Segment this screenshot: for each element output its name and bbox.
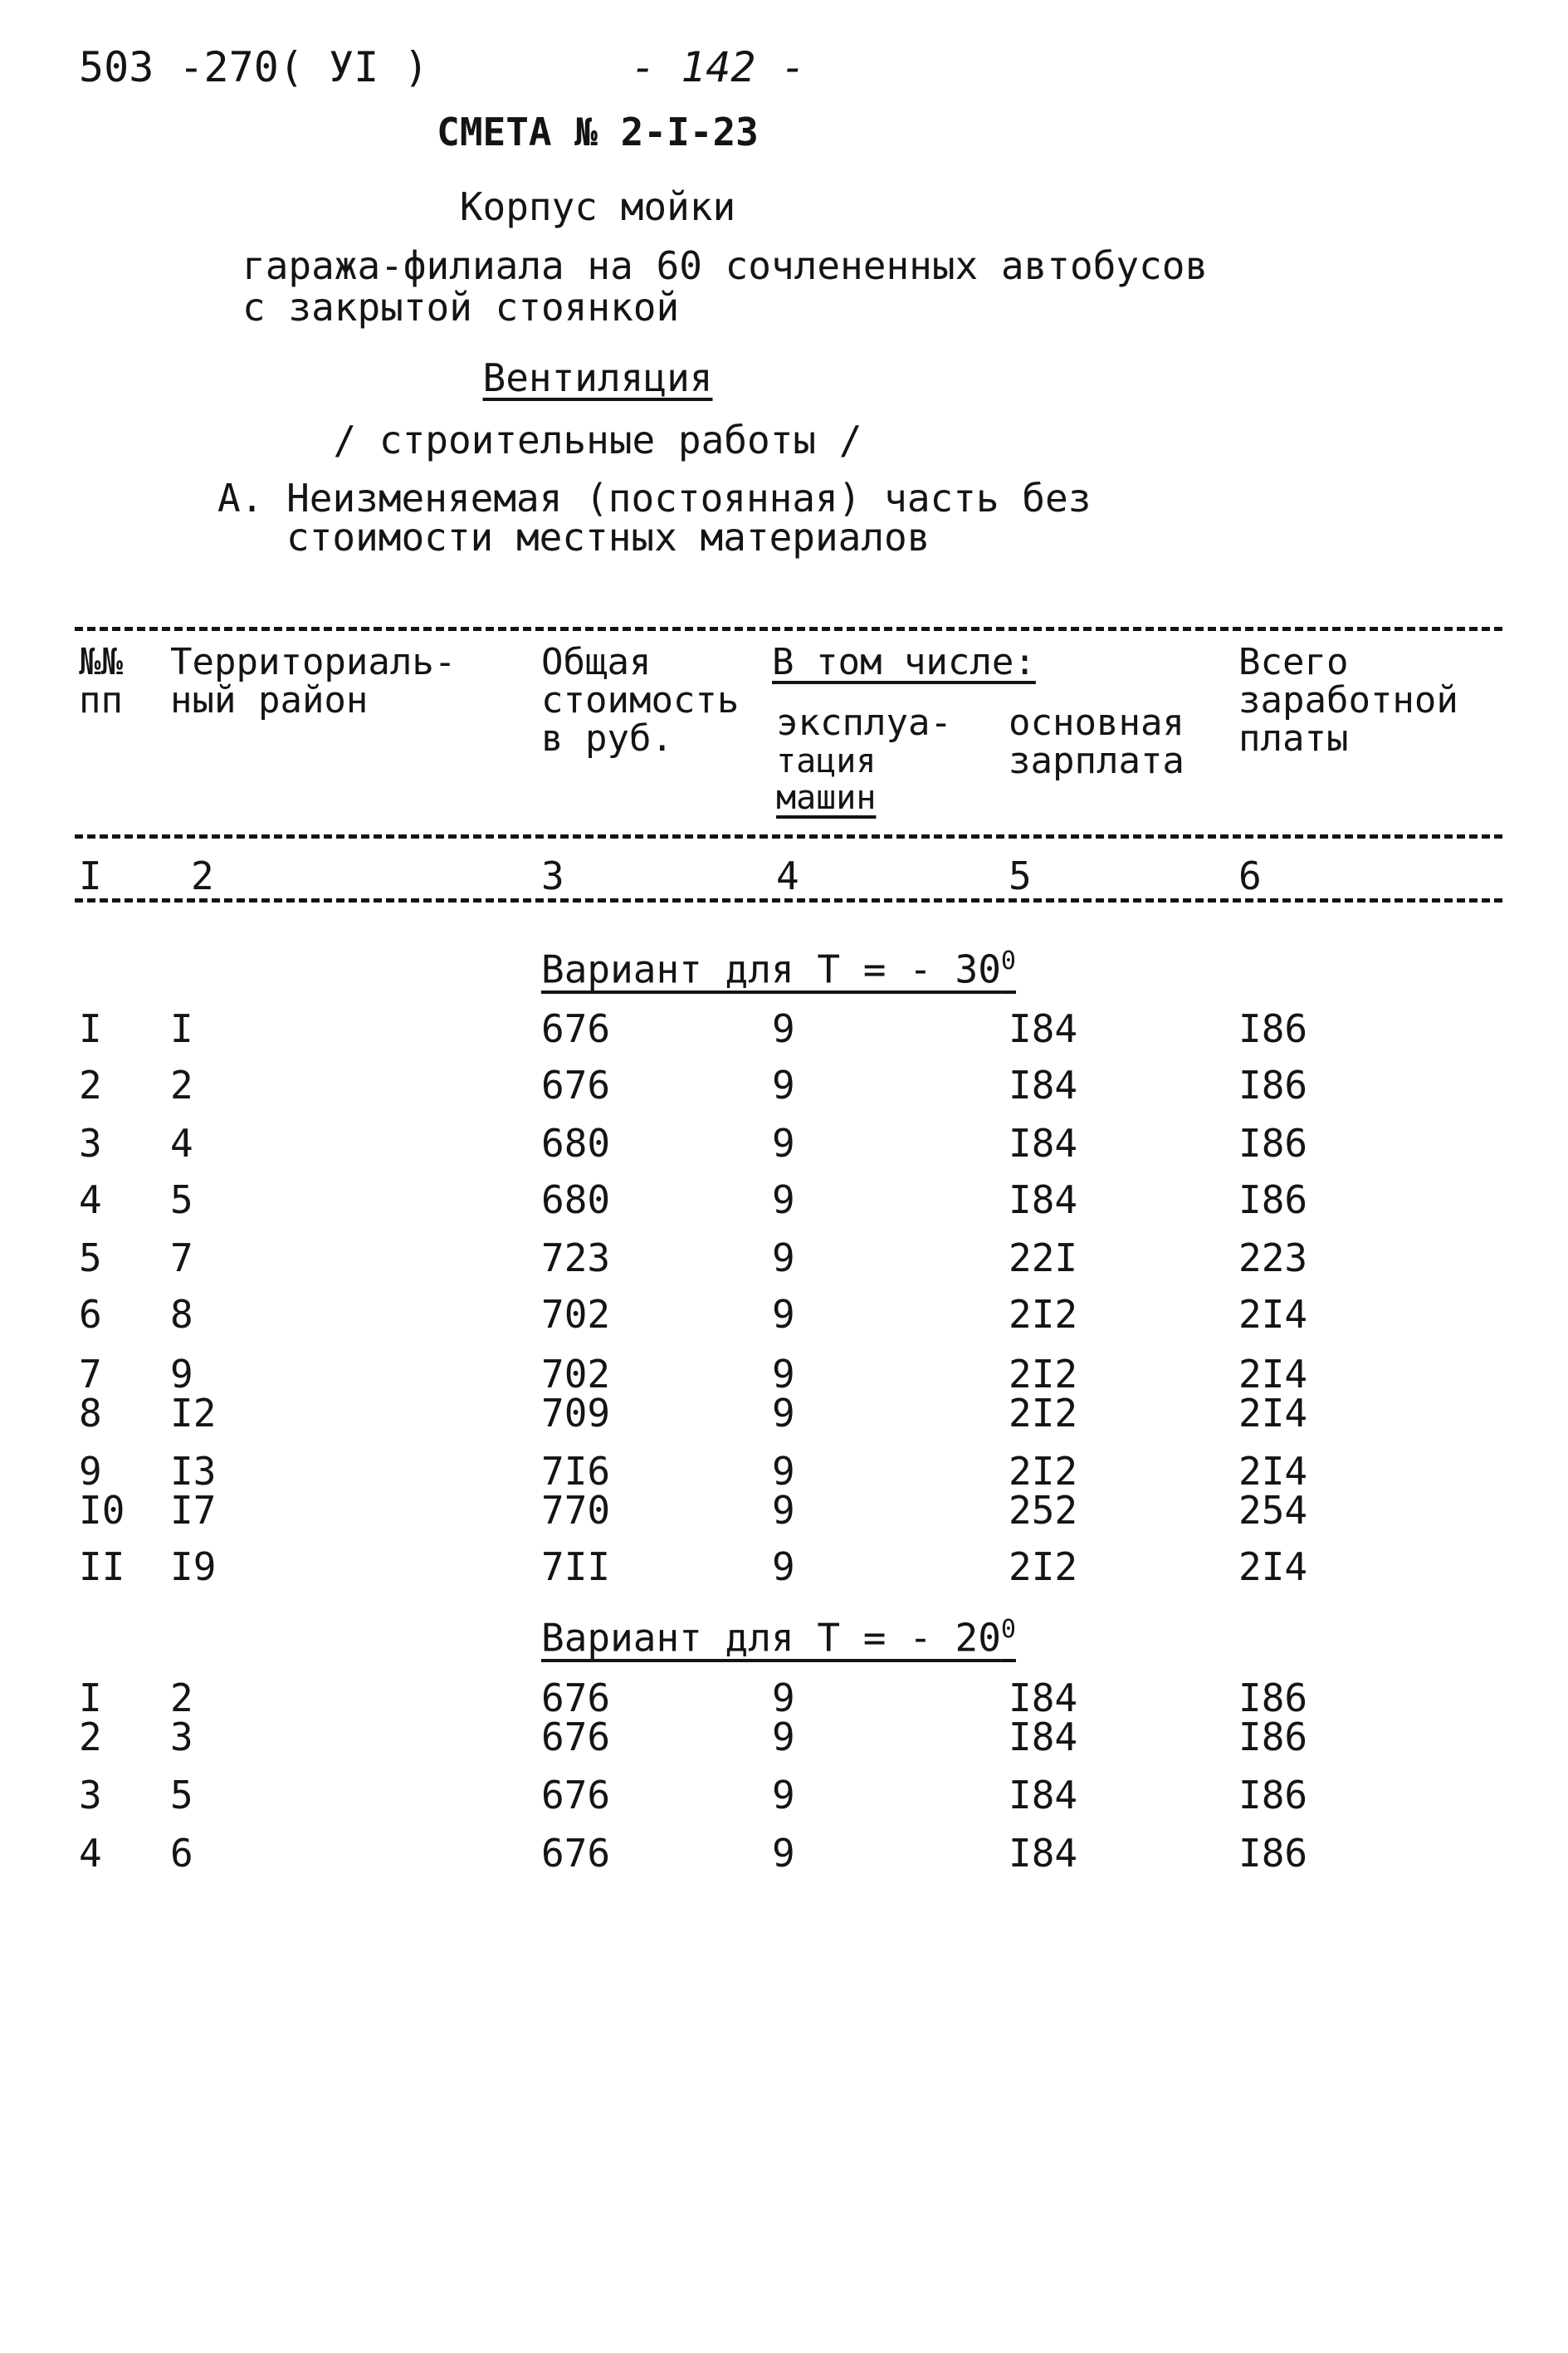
total-cost-cell: 680 xyxy=(541,1177,611,1222)
base-wage-cell: I84 xyxy=(1009,1675,1078,1720)
column-number: 2 xyxy=(191,854,214,898)
base-wage-cell: I84 xyxy=(1009,1773,1078,1817)
territorial-district-cell: I9 xyxy=(170,1544,217,1589)
base-wage-cell: 2I2 xyxy=(1009,1449,1078,1494)
row-number-cell: 3 xyxy=(79,1773,102,1817)
machine-operation-cell: 9 xyxy=(772,1177,795,1222)
total-wage-cell: 223 xyxy=(1238,1235,1308,1280)
territorial-district-cell: 4 xyxy=(170,1121,193,1166)
col2-header-line2: ный район xyxy=(170,679,369,722)
total-wage-cell: I86 xyxy=(1238,1715,1308,1759)
section-title: Вентиляция xyxy=(482,355,713,400)
column-number: 5 xyxy=(1009,854,1032,898)
col1-header-line2: пп xyxy=(79,679,123,722)
territorial-district-cell: 9 xyxy=(170,1352,193,1397)
machine-operation-cell: 9 xyxy=(772,1292,795,1337)
column-number: 6 xyxy=(1238,854,1262,898)
base-wage-cell: I84 xyxy=(1009,1831,1078,1876)
base-wage-cell: I84 xyxy=(1009,1063,1078,1108)
row-number-cell: 5 xyxy=(79,1235,102,1280)
row-number-cell: 9 xyxy=(79,1449,102,1494)
col6-header-line1: Всего xyxy=(1238,641,1349,683)
col4-header-line2: тация xyxy=(776,742,877,780)
total-wage-cell: I86 xyxy=(1238,1831,1308,1876)
base-wage-cell: 252 xyxy=(1009,1488,1078,1533)
total-cost-cell: 680 xyxy=(541,1121,611,1166)
machine-operation-cell: 9 xyxy=(772,1773,795,1817)
total-wage-cell: 2I4 xyxy=(1238,1292,1308,1337)
total-wage-cell: I86 xyxy=(1238,1063,1308,1108)
total-cost-cell: 723 xyxy=(541,1235,611,1280)
machine-operation-cell: 9 xyxy=(772,1449,795,1494)
row-number-cell: 2 xyxy=(79,1063,102,1108)
machine-operation-cell: 9 xyxy=(772,1235,795,1280)
column-number: I xyxy=(79,854,102,898)
part-title-line-2: стоимости местных материалов xyxy=(286,515,931,560)
col1-header-line1: №№ xyxy=(79,641,123,683)
row-number-cell: 3 xyxy=(79,1121,102,1166)
row-number-cell: I xyxy=(79,1006,102,1051)
total-cost-cell: 702 xyxy=(541,1352,611,1397)
base-wage-cell: I84 xyxy=(1009,1715,1078,1759)
base-wage-cell: 2I2 xyxy=(1009,1292,1078,1337)
total-cost-cell: 676 xyxy=(541,1715,611,1759)
col6-header-line2: заработной xyxy=(1238,679,1458,722)
row-number-cell: 8 xyxy=(79,1391,102,1436)
total-wage-cell: I86 xyxy=(1238,1121,1308,1166)
col2-header-line1: Территориаль- xyxy=(170,641,457,683)
territorial-district-cell: 7 xyxy=(170,1235,193,1280)
col4-header-line1: эксплуа- xyxy=(776,702,952,744)
col6-header-line3: платы xyxy=(1238,717,1349,760)
total-cost-cell: 770 xyxy=(541,1488,611,1533)
total-wage-cell: 2I4 xyxy=(1238,1391,1308,1436)
total-cost-cell: 7II xyxy=(541,1544,611,1589)
subtitle-line-3: с закрытой стоянкой xyxy=(242,285,680,330)
machine-operation-cell: 9 xyxy=(772,1831,795,1876)
total-cost-cell: 676 xyxy=(541,1063,611,1108)
total-wage-cell: I86 xyxy=(1238,1675,1308,1720)
total-cost-cell: 676 xyxy=(541,1006,611,1051)
machine-operation-cell: 9 xyxy=(772,1675,795,1720)
base-wage-cell: I84 xyxy=(1009,1177,1078,1222)
row-number-cell: 7 xyxy=(79,1352,102,1397)
total-wage-cell: I86 xyxy=(1238,1773,1308,1817)
base-wage-cell: 2I2 xyxy=(1009,1352,1078,1397)
machine-operation-cell: 9 xyxy=(772,1544,795,1589)
column-number: 4 xyxy=(776,854,799,898)
document-code: 503 -270( УI ) xyxy=(79,43,429,91)
machine-operation-cell: 9 xyxy=(772,1352,795,1397)
total-cost-cell: 709 xyxy=(541,1391,611,1436)
subsection-title: / строительные работы / xyxy=(333,418,862,462)
header-bottom-rule xyxy=(75,834,1502,839)
variant-heading-30: Вариант для Т = - $30^0$ xyxy=(541,947,1016,992)
territorial-district-cell: 6 xyxy=(170,1831,193,1876)
base-wage-cell: I84 xyxy=(1009,1121,1078,1166)
machine-operation-cell: 9 xyxy=(772,1063,795,1108)
territorial-district-cell: 5 xyxy=(170,1773,193,1817)
total-cost-cell: 676 xyxy=(541,1831,611,1876)
total-wage-cell: 2I4 xyxy=(1238,1544,1308,1589)
territorial-district-cell: 3 xyxy=(170,1715,193,1759)
machine-operation-cell: 9 xyxy=(772,1488,795,1533)
page-number: - 142 - xyxy=(631,43,806,91)
territorial-district-cell: 5 xyxy=(170,1177,193,1222)
total-cost-cell: 676 xyxy=(541,1675,611,1720)
group-header: В том числе: xyxy=(772,641,1036,683)
total-cost-cell: 7I6 xyxy=(541,1449,611,1494)
territorial-district-cell: I xyxy=(170,1006,193,1051)
total-wage-cell: 2I4 xyxy=(1238,1352,1308,1397)
row-number-cell: I xyxy=(79,1675,102,1720)
row-number-cell: 4 xyxy=(79,1831,102,1876)
machine-operation-cell: 9 xyxy=(772,1121,795,1166)
base-wage-cell: 22I xyxy=(1009,1235,1078,1280)
territorial-district-cell: 2 xyxy=(170,1063,193,1108)
column-number: 3 xyxy=(541,854,564,898)
col5-header-line2: зарплата xyxy=(1009,740,1185,782)
machine-operation-cell: 9 xyxy=(772,1391,795,1436)
col3-header-line1: Общая xyxy=(541,641,652,683)
machine-operation-cell: 9 xyxy=(772,1715,795,1759)
base-wage-cell: I84 xyxy=(1009,1006,1078,1051)
total-cost-cell: 676 xyxy=(541,1773,611,1817)
total-wage-cell: 254 xyxy=(1238,1488,1308,1533)
territorial-district-cell: 8 xyxy=(170,1292,193,1337)
col3-header-line2: стоимость xyxy=(541,679,740,722)
col3-header-line3: в руб. xyxy=(541,717,673,760)
subtitle-line-2: гаража-филиала на 60 сочлененных автобусов xyxy=(242,243,1209,288)
total-cost-cell: 702 xyxy=(541,1292,611,1337)
total-wage-cell: I86 xyxy=(1238,1006,1308,1051)
col5-header-line1: основная xyxy=(1009,702,1185,744)
part-title-line-1: А. Неизменяемая (постоянная) часть без xyxy=(217,476,1092,521)
column-number-rule xyxy=(75,898,1502,903)
territorial-district-cell: I2 xyxy=(170,1391,217,1436)
territorial-district-cell: 2 xyxy=(170,1675,193,1720)
row-number-cell: 2 xyxy=(79,1715,102,1759)
base-wage-cell: 2I2 xyxy=(1009,1544,1078,1589)
row-number-cell: II xyxy=(79,1544,125,1589)
estimate-title: СМЕТА № 2-I-23 xyxy=(437,110,759,154)
row-number-cell: I0 xyxy=(79,1488,125,1533)
variant-heading-20: Вариант для Т = - $20^0$ xyxy=(541,1615,1016,1661)
subtitle-line-1: Корпус мойки xyxy=(459,184,736,229)
row-number-cell: 4 xyxy=(79,1177,102,1222)
machine-operation-cell: 9 xyxy=(772,1006,795,1051)
table-top-rule xyxy=(75,627,1502,631)
territorial-district-cell: I7 xyxy=(170,1488,217,1533)
total-wage-cell: I86 xyxy=(1238,1177,1308,1222)
col4-header-line3: машин xyxy=(776,779,877,817)
territorial-district-cell: I3 xyxy=(170,1449,217,1494)
total-wage-cell: 2I4 xyxy=(1238,1449,1308,1494)
row-number-cell: 6 xyxy=(79,1292,102,1337)
base-wage-cell: 2I2 xyxy=(1009,1391,1078,1436)
